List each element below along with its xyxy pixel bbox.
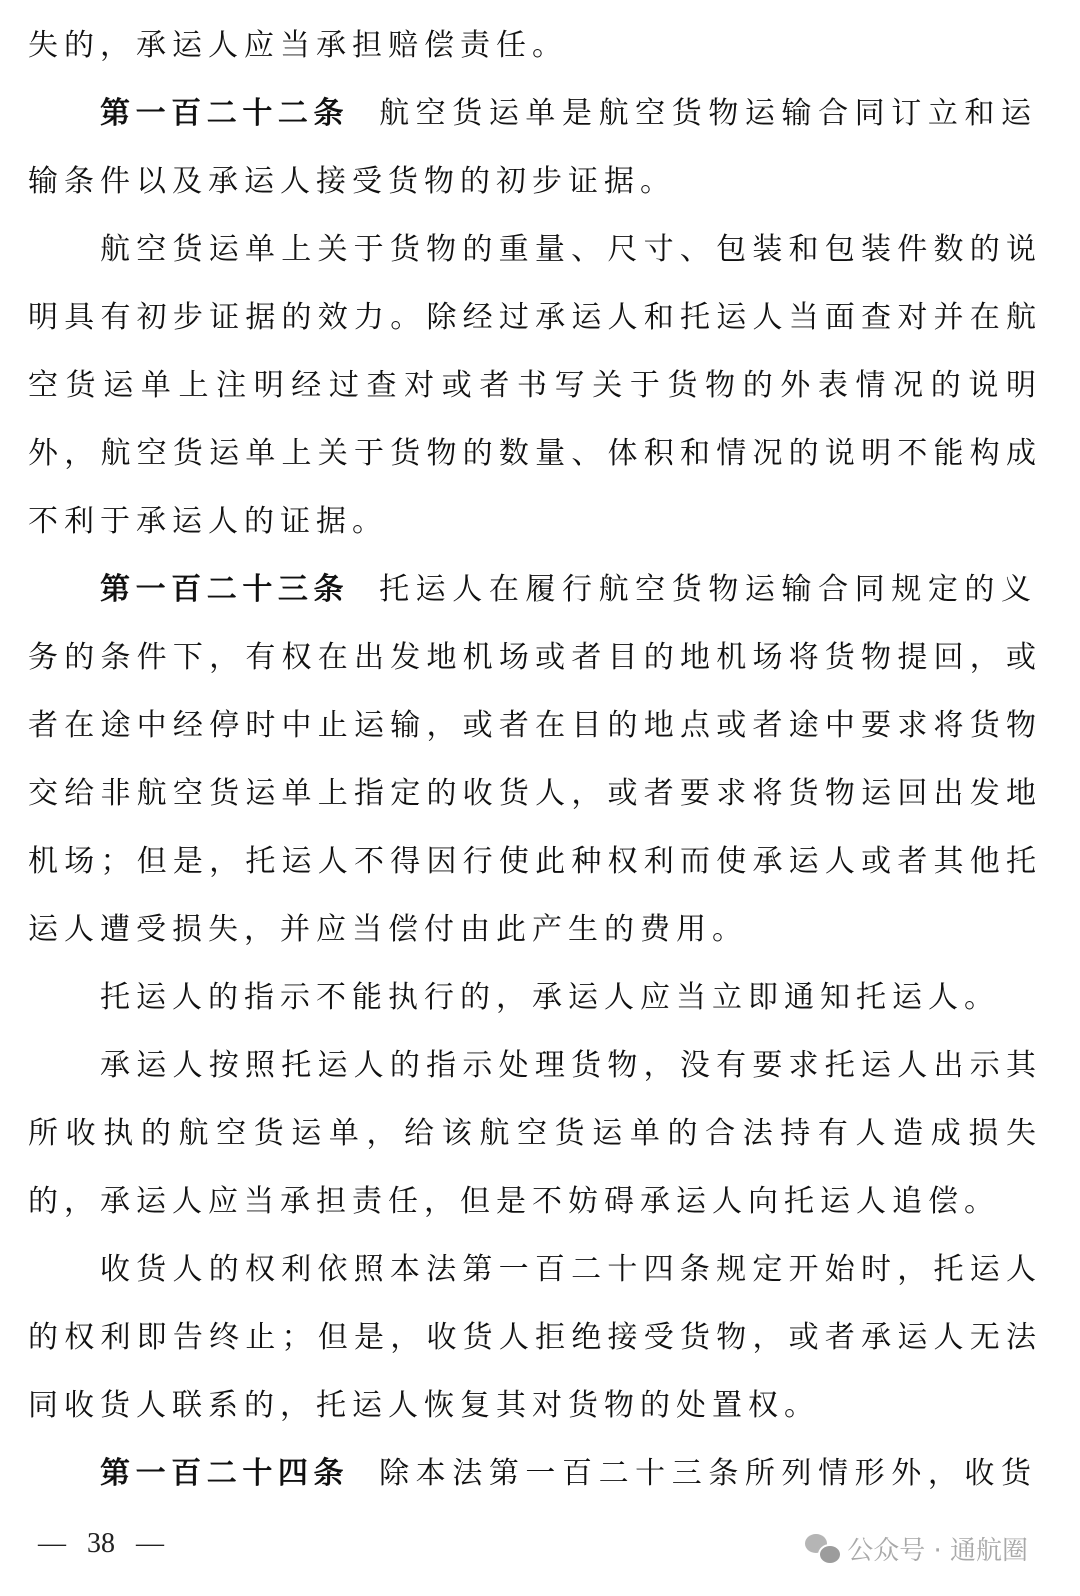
watermark [805, 1530, 1028, 1567]
text-line [28, 1032, 1036, 1100]
line-text: 交给非航空货运单上指定的收货人，或者要求将货物运回出发地 [28, 776, 1036, 811]
line-text: 失的，承运人应当承担赔偿责任。 [28, 28, 568, 63]
text-line [28, 1304, 1036, 1372]
text-line [28, 284, 1036, 352]
text-line [28, 624, 1036, 692]
text-line [28, 828, 1036, 896]
line-text: 空货运单上注明经过查对或者书写关于货物的外表情况的说明 [28, 368, 1036, 403]
line-text: 的权利即告终止；但是，收货人拒绝接受货物，或者承运人无法 [28, 1320, 1036, 1355]
watermark-text: 公众号 · 通航圈 [847, 1536, 1028, 1566]
text-line [28, 488, 1036, 556]
text-line [28, 1100, 1036, 1168]
text-line [28, 1236, 1036, 1304]
text-line [28, 148, 1036, 216]
line-text: 航空货运单上关于货物的重量、尺寸、包装和包装件数的说 [100, 232, 1036, 267]
line-text: 托运人在履行航空货物运输合同规定的义 [379, 572, 1037, 607]
text-line [28, 12, 1036, 80]
text-line [28, 1372, 1036, 1440]
line-text: 机场；但是，托运人不得因行使此种权利而使承运人或者其他托 [28, 844, 1036, 879]
text-line [28, 964, 1036, 1032]
line-text: 者在途中经停时中止运输，或者在目的地点或者途中要求将货物 [28, 708, 1036, 743]
line-text: 托运人的指示不能执行的，承运人应当立即通知托运人。 [100, 980, 1000, 1015]
line-text: 所收执的航空货运单，给该航空货运单的合法持有人造成损失 [28, 1116, 1036, 1151]
text-line [28, 216, 1036, 284]
article-heading-line [28, 1440, 1036, 1508]
text-line [28, 760, 1036, 828]
line-text: 输条件以及承运人接受货物的初步证据。 [28, 164, 676, 199]
line-text: 不利于承运人的证据。 [28, 504, 388, 539]
text-line [28, 896, 1036, 964]
text-line [28, 1168, 1036, 1236]
line-text: 外，航空货运单上关于货物的数量、体积和情况的说明不能构成 [28, 436, 1036, 471]
line-text: 航空货运单是航空货物运输合同订立和运 [379, 96, 1037, 131]
line-text: 务的条件下，有权在出发地机场或者目的地机场将货物提回，或 [28, 640, 1036, 675]
document-body [28, 12, 1036, 1508]
line-text: 除本法第一百二十三条所列情形外，收货 [379, 1456, 1037, 1491]
line-text: 同收货人联系的，托运人恢复其对货物的处置权。 [28, 1388, 820, 1423]
article-heading-line [28, 556, 1036, 624]
text-line [28, 420, 1036, 488]
page-number: — 38 — [38, 1528, 164, 1559]
article-number: 第一百二十四条 [100, 1456, 350, 1491]
wechat-icon [805, 1534, 839, 1564]
line-text: 明具有初步证据的效力。除经过承运人和托运人当面查对并在航 [28, 300, 1036, 335]
article-heading-line [28, 80, 1036, 148]
text-line [28, 352, 1036, 420]
article-number: 第一百二十三条 [100, 572, 350, 607]
text-line [28, 692, 1036, 760]
line-text: 的，承运人应当承担责任，但是不妨碍承运人向托运人追偿。 [28, 1184, 1000, 1219]
line-text: 收货人的权利依照本法第一百二十四条规定开始时，托运人 [100, 1252, 1036, 1287]
article-number: 第一百二十二条 [100, 96, 350, 131]
line-text: 承运人按照托运人的指示处理货物，没有要求托运人出示其 [100, 1048, 1036, 1083]
line-text: 运人遭受损失，并应当偿付由此产生的费用。 [28, 912, 748, 947]
